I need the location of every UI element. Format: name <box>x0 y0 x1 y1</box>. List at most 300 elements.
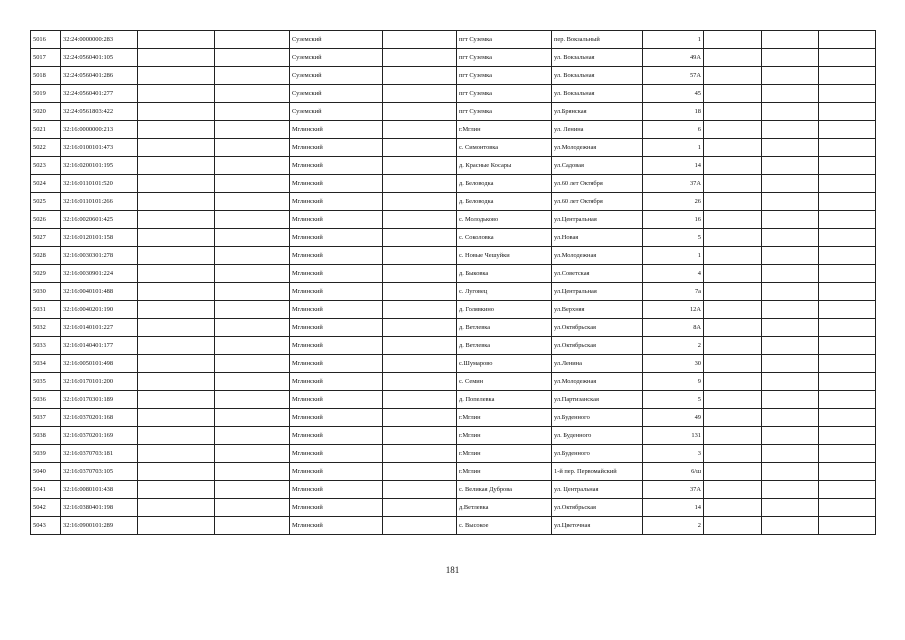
house-number-cell: 16 <box>643 211 704 229</box>
empty-cell <box>383 247 457 265</box>
empty-cell <box>215 373 290 391</box>
empty-cell <box>138 265 215 283</box>
district-cell: Мглинский <box>290 247 383 265</box>
empty-cell <box>762 265 819 283</box>
row-number-cell: 5041 <box>31 481 61 499</box>
empty-cell <box>704 49 762 67</box>
empty-cell <box>704 301 762 319</box>
locality-cell: г.Мглин <box>457 463 552 481</box>
cadastral-number-cell: 32:24:0560401:105 <box>61 49 138 67</box>
locality-cell: д. Попелевка <box>457 391 552 409</box>
empty-cell <box>762 499 819 517</box>
row-number-cell: 5017 <box>31 49 61 67</box>
empty-cell <box>704 319 762 337</box>
row-number-cell: 5027 <box>31 229 61 247</box>
cadastral-number-cell: 32:16:0040101:488 <box>61 283 138 301</box>
table-row <box>31 481 876 499</box>
row-number-cell: 5022 <box>31 139 61 157</box>
district-cell: Мглинский <box>290 373 383 391</box>
district-cell: Суземский <box>290 103 383 121</box>
street-cell: ул.Молодежная <box>552 247 643 265</box>
empty-cell <box>762 373 819 391</box>
district-cell: Мглинский <box>290 157 383 175</box>
table-row <box>31 337 876 355</box>
locality-cell: с. Новые Чешуйки <box>457 247 552 265</box>
street-cell: ул.Центральная <box>552 211 643 229</box>
street-cell: ул. Буденного <box>552 427 643 445</box>
empty-cell <box>819 139 876 157</box>
table-row <box>31 517 876 535</box>
table-row <box>31 301 876 319</box>
street-cell: ул. Вокзальная <box>552 85 643 103</box>
empty-cell <box>215 31 290 49</box>
empty-cell <box>762 157 819 175</box>
empty-cell <box>383 481 457 499</box>
empty-cell <box>383 445 457 463</box>
empty-cell <box>383 373 457 391</box>
empty-cell <box>138 337 215 355</box>
district-cell: Суземский <box>290 31 383 49</box>
cadastral-number-cell: 32:24:0560401:286 <box>61 67 138 85</box>
empty-cell <box>383 463 457 481</box>
locality-cell: г.Мглин <box>457 427 552 445</box>
street-cell: ул.Октябрьская <box>552 337 643 355</box>
empty-cell <box>762 139 819 157</box>
house-number-cell: 2 <box>643 517 704 535</box>
table-row <box>31 229 876 247</box>
cadastral-number-cell: 32:16:0370703:181 <box>61 445 138 463</box>
empty-cell <box>704 265 762 283</box>
empty-cell <box>215 463 290 481</box>
empty-cell <box>762 463 819 481</box>
table-row <box>31 193 876 211</box>
empty-cell <box>383 157 457 175</box>
table-row <box>31 85 876 103</box>
house-number-cell: 4 <box>643 265 704 283</box>
empty-cell <box>215 265 290 283</box>
empty-cell <box>215 391 290 409</box>
empty-cell <box>215 121 290 139</box>
district-cell: Мглинский <box>290 481 383 499</box>
empty-cell <box>215 229 290 247</box>
empty-cell <box>215 319 290 337</box>
empty-cell <box>704 355 762 373</box>
empty-cell <box>138 355 215 373</box>
empty-cell <box>819 247 876 265</box>
locality-cell: с.Шумарово <box>457 355 552 373</box>
empty-cell <box>138 121 215 139</box>
empty-cell <box>704 139 762 157</box>
empty-cell <box>138 463 215 481</box>
house-number-cell: 14 <box>643 157 704 175</box>
empty-cell <box>762 427 819 445</box>
table-row <box>31 427 876 445</box>
cadastral-number-cell: 32:16:0000000:213 <box>61 121 138 139</box>
locality-cell: с. Луговец <box>457 283 552 301</box>
cadastral-number-cell: 32:16:0030901:224 <box>61 265 138 283</box>
cadastral-number-cell: 32:16:0370703:105 <box>61 463 138 481</box>
locality-cell: пгт Суземка <box>457 31 552 49</box>
empty-cell <box>819 103 876 121</box>
empty-cell <box>762 103 819 121</box>
empty-cell <box>819 211 876 229</box>
house-number-cell: 45 <box>643 85 704 103</box>
district-cell: Мглинский <box>290 139 383 157</box>
empty-cell <box>762 247 819 265</box>
empty-cell <box>819 193 876 211</box>
empty-cell <box>383 319 457 337</box>
street-cell: ул.Молодежная <box>552 373 643 391</box>
registry-table-body <box>31 31 876 535</box>
empty-cell <box>215 49 290 67</box>
district-cell: Мглинский <box>290 121 383 139</box>
district-cell: Мглинский <box>290 427 383 445</box>
district-cell: Мглинский <box>290 463 383 481</box>
empty-cell <box>138 139 215 157</box>
district-cell: Мглинский <box>290 211 383 229</box>
empty-cell <box>383 31 457 49</box>
locality-cell: г.Мглин <box>457 445 552 463</box>
registry-table <box>30 30 876 535</box>
district-cell: Мглинский <box>290 301 383 319</box>
house-number-cell: 2 <box>643 337 704 355</box>
row-number-cell: 5018 <box>31 67 61 85</box>
house-number-cell: 18 <box>643 103 704 121</box>
cadastral-number-cell: 32:16:0110101:266 <box>61 193 138 211</box>
empty-cell <box>819 49 876 67</box>
row-number-cell: 5025 <box>31 193 61 211</box>
street-cell: ул.Садовая <box>552 157 643 175</box>
house-number-cell: 57А <box>643 67 704 85</box>
empty-cell <box>215 283 290 301</box>
empty-cell <box>819 67 876 85</box>
empty-cell <box>704 175 762 193</box>
empty-cell <box>383 103 457 121</box>
empty-cell <box>819 409 876 427</box>
table-row <box>31 175 876 193</box>
street-cell: ул.Верхняя <box>552 301 643 319</box>
street-cell: ул.Новая <box>552 229 643 247</box>
district-cell: Мглинский <box>290 193 383 211</box>
empty-cell <box>819 319 876 337</box>
house-number-cell: 5 <box>643 391 704 409</box>
empty-cell <box>819 517 876 535</box>
row-number-cell: 5028 <box>31 247 61 265</box>
empty-cell <box>215 67 290 85</box>
row-number-cell: 5031 <box>31 301 61 319</box>
house-number-cell: 3 <box>643 445 704 463</box>
street-cell: ул.Цветочная <box>552 517 643 535</box>
cadastral-number-cell: 32:16:0100101:473 <box>61 139 138 157</box>
locality-cell: с. Соколовка <box>457 229 552 247</box>
house-number-cell: 131 <box>643 427 704 445</box>
cadastral-number-cell: 32:16:0110101:520 <box>61 175 138 193</box>
empty-cell <box>215 337 290 355</box>
empty-cell <box>762 211 819 229</box>
empty-cell <box>215 247 290 265</box>
house-number-cell: 49А <box>643 49 704 67</box>
table-row <box>31 283 876 301</box>
cadastral-number-cell: 32:16:0170101:200 <box>61 373 138 391</box>
house-number-cell: 9 <box>643 373 704 391</box>
empty-cell <box>138 301 215 319</box>
district-cell: Суземский <box>290 67 383 85</box>
empty-cell <box>819 373 876 391</box>
empty-cell <box>383 355 457 373</box>
district-cell: Мглинский <box>290 229 383 247</box>
street-cell: ул.Октябрьская <box>552 319 643 337</box>
empty-cell <box>138 85 215 103</box>
empty-cell <box>138 391 215 409</box>
empty-cell <box>762 301 819 319</box>
row-number-cell: 5020 <box>31 103 61 121</box>
house-number-cell: 1 <box>643 139 704 157</box>
cadastral-number-cell: 32:24:0560401:277 <box>61 85 138 103</box>
cadastral-number-cell: 32:16:0120101:158 <box>61 229 138 247</box>
empty-cell <box>215 193 290 211</box>
empty-cell <box>819 427 876 445</box>
empty-cell <box>819 85 876 103</box>
table-row <box>31 319 876 337</box>
cadastral-number-cell: 32:16:0040201:190 <box>61 301 138 319</box>
table-row <box>31 499 876 517</box>
cadastral-number-cell: 32:16:0030301:278 <box>61 247 138 265</box>
cadastral-number-cell: 32:24:0561803:422 <box>61 103 138 121</box>
empty-cell <box>215 175 290 193</box>
empty-cell <box>704 247 762 265</box>
empty-cell <box>383 229 457 247</box>
locality-cell: д. Беловодка <box>457 193 552 211</box>
row-number-cell: 5024 <box>31 175 61 193</box>
row-number-cell: 5039 <box>31 445 61 463</box>
empty-cell <box>819 391 876 409</box>
empty-cell <box>383 391 457 409</box>
street-cell: ул. Вокзальная <box>552 67 643 85</box>
cadastral-number-cell: 32:16:0050101:498 <box>61 355 138 373</box>
street-cell: ул.Центральная <box>552 283 643 301</box>
table-row <box>31 391 876 409</box>
empty-cell <box>138 49 215 67</box>
row-number-cell: 5040 <box>31 463 61 481</box>
table-row <box>31 409 876 427</box>
locality-cell: с. Великая Дуброва <box>457 481 552 499</box>
locality-cell: д.Ветлевка <box>457 499 552 517</box>
empty-cell <box>704 445 762 463</box>
district-cell: Мглинский <box>290 319 383 337</box>
house-number-cell: 12А <box>643 301 704 319</box>
house-number-cell: 14 <box>643 499 704 517</box>
locality-cell: г.Мглин <box>457 409 552 427</box>
row-number-cell: 5019 <box>31 85 61 103</box>
locality-cell: пгт Суземка <box>457 67 552 85</box>
empty-cell <box>383 67 457 85</box>
locality-cell: д. Ветлевка <box>457 337 552 355</box>
empty-cell <box>215 481 290 499</box>
street-cell: ул.Буденного <box>552 445 643 463</box>
street-cell: ул.60 лет Октября <box>552 175 643 193</box>
house-number-cell: 1 <box>643 247 704 265</box>
locality-cell: пгт Суземка <box>457 49 552 67</box>
empty-cell <box>215 517 290 535</box>
locality-cell: д. Ветлевка <box>457 319 552 337</box>
empty-cell <box>704 409 762 427</box>
empty-cell <box>704 103 762 121</box>
empty-cell <box>383 85 457 103</box>
empty-cell <box>704 337 762 355</box>
locality-cell: с. Высокое <box>457 517 552 535</box>
empty-cell <box>215 355 290 373</box>
street-cell: ул.Молодежная <box>552 139 643 157</box>
locality-cell: д. Быковка <box>457 265 552 283</box>
empty-cell <box>762 175 819 193</box>
locality-cell: с. Симонтовка <box>457 139 552 157</box>
empty-cell <box>383 139 457 157</box>
empty-cell <box>704 283 762 301</box>
empty-cell <box>704 121 762 139</box>
street-cell: ул.Брянская <box>552 103 643 121</box>
row-number-cell: 5021 <box>31 121 61 139</box>
empty-cell <box>704 157 762 175</box>
row-number-cell: 5038 <box>31 427 61 445</box>
street-cell: ул. Вокзальная <box>552 49 643 67</box>
street-cell: ул.60 лет Октября <box>552 193 643 211</box>
empty-cell <box>138 481 215 499</box>
empty-cell <box>762 121 819 139</box>
cadastral-number-cell: 32:16:0200101:195 <box>61 157 138 175</box>
empty-cell <box>762 67 819 85</box>
empty-cell <box>704 463 762 481</box>
empty-cell <box>704 517 762 535</box>
empty-cell <box>383 409 457 427</box>
empty-cell <box>215 499 290 517</box>
empty-cell <box>138 175 215 193</box>
cadastral-number-cell: 32:16:0370201:169 <box>61 427 138 445</box>
empty-cell <box>215 427 290 445</box>
house-number-cell: 37А <box>643 481 704 499</box>
district-cell: Мглинский <box>290 391 383 409</box>
locality-cell: с. Молодьково <box>457 211 552 229</box>
cadastral-number-cell: 32:24:0000000:283 <box>61 31 138 49</box>
table-row <box>31 355 876 373</box>
empty-cell <box>704 481 762 499</box>
row-number-cell: 5037 <box>31 409 61 427</box>
district-cell: Мглинский <box>290 409 383 427</box>
row-number-cell: 5035 <box>31 373 61 391</box>
row-number-cell: 5033 <box>31 337 61 355</box>
empty-cell <box>138 103 215 121</box>
empty-cell <box>215 409 290 427</box>
cadastral-number-cell: 32:16:0370201:168 <box>61 409 138 427</box>
row-number-cell: 5030 <box>31 283 61 301</box>
empty-cell <box>383 427 457 445</box>
locality-cell: д. Голявкино <box>457 301 552 319</box>
empty-cell <box>215 139 290 157</box>
cadastral-number-cell: 32:16:0080101:438 <box>61 481 138 499</box>
empty-cell <box>819 121 876 139</box>
street-cell: 1-й пер. Первомайский <box>552 463 643 481</box>
locality-cell: г.Мглин <box>457 121 552 139</box>
cadastral-number-cell: 32:16:0140101:227 <box>61 319 138 337</box>
empty-cell <box>138 445 215 463</box>
district-cell: Мглинский <box>290 517 383 535</box>
empty-cell <box>704 67 762 85</box>
table-row <box>31 157 876 175</box>
table-row <box>31 445 876 463</box>
empty-cell <box>819 283 876 301</box>
street-cell: ул.Октябрьская <box>552 499 643 517</box>
cadastral-number-cell: 32:16:0170301:189 <box>61 391 138 409</box>
empty-cell <box>383 49 457 67</box>
empty-cell <box>762 409 819 427</box>
table-row <box>31 121 876 139</box>
page-number: 181 <box>445 565 460 575</box>
row-number-cell: 5029 <box>31 265 61 283</box>
empty-cell <box>704 193 762 211</box>
empty-cell <box>704 229 762 247</box>
empty-cell <box>704 85 762 103</box>
empty-cell <box>138 283 215 301</box>
district-cell: Мглинский <box>290 265 383 283</box>
empty-cell <box>383 301 457 319</box>
row-number-cell: 5032 <box>31 319 61 337</box>
street-cell: ул.Ленина <box>552 355 643 373</box>
empty-cell <box>762 85 819 103</box>
row-number-cell: 5043 <box>31 517 61 535</box>
empty-cell <box>762 445 819 463</box>
locality-cell: с. Семин <box>457 373 552 391</box>
row-number-cell: 5016 <box>31 31 61 49</box>
house-number-cell: 5 <box>643 229 704 247</box>
empty-cell <box>819 157 876 175</box>
empty-cell <box>819 31 876 49</box>
district-cell: Суземский <box>290 85 383 103</box>
empty-cell <box>704 499 762 517</box>
street-cell: ул.Партизанская <box>552 391 643 409</box>
empty-cell <box>819 355 876 373</box>
empty-cell <box>819 337 876 355</box>
table-row <box>31 373 876 391</box>
table-row <box>31 139 876 157</box>
cadastral-number-cell: 32:16:0020601:425 <box>61 211 138 229</box>
empty-cell <box>762 229 819 247</box>
empty-cell <box>138 193 215 211</box>
house-number-cell: 6/ш <box>643 463 704 481</box>
house-number-cell: 37А <box>643 175 704 193</box>
empty-cell <box>383 337 457 355</box>
empty-cell <box>383 283 457 301</box>
district-cell: Мглинский <box>290 283 383 301</box>
district-cell: Мглинский <box>290 499 383 517</box>
row-number-cell: 5042 <box>31 499 61 517</box>
house-number-cell: 7а <box>643 283 704 301</box>
empty-cell <box>704 427 762 445</box>
empty-cell <box>762 517 819 535</box>
empty-cell <box>704 391 762 409</box>
district-cell: Мглинский <box>290 355 383 373</box>
empty-cell <box>138 247 215 265</box>
row-number-cell: 5023 <box>31 157 61 175</box>
row-number-cell: 5036 <box>31 391 61 409</box>
house-number-cell: 6 <box>643 121 704 139</box>
table-row <box>31 103 876 121</box>
empty-cell <box>762 355 819 373</box>
empty-cell <box>819 445 876 463</box>
table-row <box>31 247 876 265</box>
empty-cell <box>819 229 876 247</box>
empty-cell <box>215 301 290 319</box>
empty-cell <box>138 67 215 85</box>
empty-cell <box>383 121 457 139</box>
